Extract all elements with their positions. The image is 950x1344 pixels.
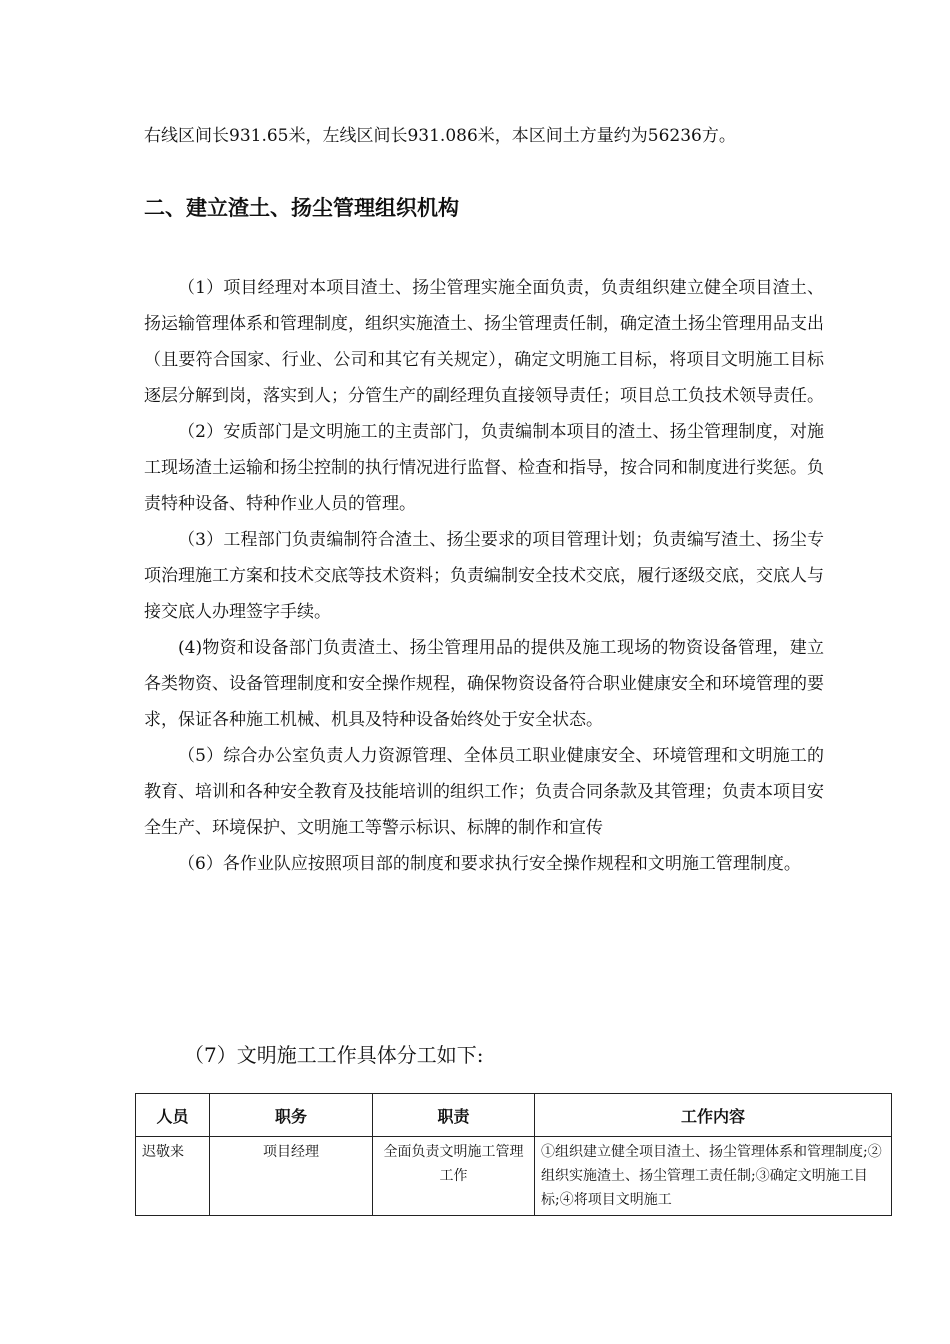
cell-person: 迟敬来 <box>136 1137 210 1216</box>
table-row <box>136 1137 892 1216</box>
cell-position: 项目经理 <box>210 1137 373 1216</box>
section-heading: 二、建立渣土、扬尘管理组织机构 <box>144 196 459 220</box>
paragraph-2: （2）安质部门是文明施工的主责部门，负责编制本项目的渣土、扬尘管理制度，对施工现场渣土运输和扬尘控制的执行情况进行监督、检查和指导，按合同和制度进行奖惩。负责特种设备、特种作业人员的管理。 <box>144 422 824 514</box>
paragraph-1: （1）项目经理对本项目渣土、扬尘管理实施全面负责，负责组织建立健全项目渣土、扬运输管理体系和管理制度，组织实施渣土、扬尘管理责任制，确定渣土扬尘管理用品支出（且要符合国家、行业、公司和其它有关规定），确定文明施工目标，将项目文明施工目标逐层分解到岗，落实到人；分管生产的副经理负直接领导责任；项目总工负技术领导责任。 <box>144 278 824 406</box>
header-position: 职务 <box>210 1094 373 1137</box>
cell-work-content: ①组织建立健全项目渣土、扬尘管理体系和管理制度;②组织实施渣土、扬尘管理工责任制;③确定文明施工目标;④将项目文明施工 <box>535 1137 892 1216</box>
table-intro: （7）文明施工工作具体分工如下: <box>184 1043 484 1067</box>
paragraph-6: （6）各作业队应按照项目部的制度和要求执行安全操作规程和文明施工管理制度。 <box>178 854 801 874</box>
responsibility-paragraphs <box>144 270 824 882</box>
cell-duty: 全面负责文明施工管理工作 <box>373 1137 535 1216</box>
header-duty: 职责 <box>373 1094 535 1137</box>
table-header-row <box>136 1094 892 1137</box>
header-person: 人员 <box>136 1094 210 1137</box>
paragraph-5: （5）综合办公室负责人力资源管理、全体员工职业健康安全、环境管理和文明施工的教育、培训和各种安全教育及技能培训的组织工作；负责合同条款及其管理；负责本项目安全生产、环境保护、文明施工等警示标识、标牌的制作和宣传 <box>144 746 824 838</box>
paragraph-3: （3）工程部门负责编制符合渣土、扬尘要求的项目管理计划；负责编写渣土、扬尘专项治理施工方案和技术交底等技术资料；负责编制安全技术交底，履行逐级交底，交底人与接交底人办理签字手续。 <box>144 530 824 622</box>
paragraph-4: (4)物资和设备部门负责渣土、扬尘管理用品的提供及施工现场的物资设备管理，建立各类物资、设备管理制度和安全操作规程，确保物资设备符合职业健康安全和环境管理的要求，保证各种施工机械、机具及特种设备始终处于安全状态。 <box>144 638 824 730</box>
header-work-content: 工作内容 <box>535 1094 892 1137</box>
duty-table <box>135 1093 892 1216</box>
intro-text: 右线区间长931.65米，左线区间长931.086米，本区间土方量约为56236方。 <box>144 126 736 146</box>
